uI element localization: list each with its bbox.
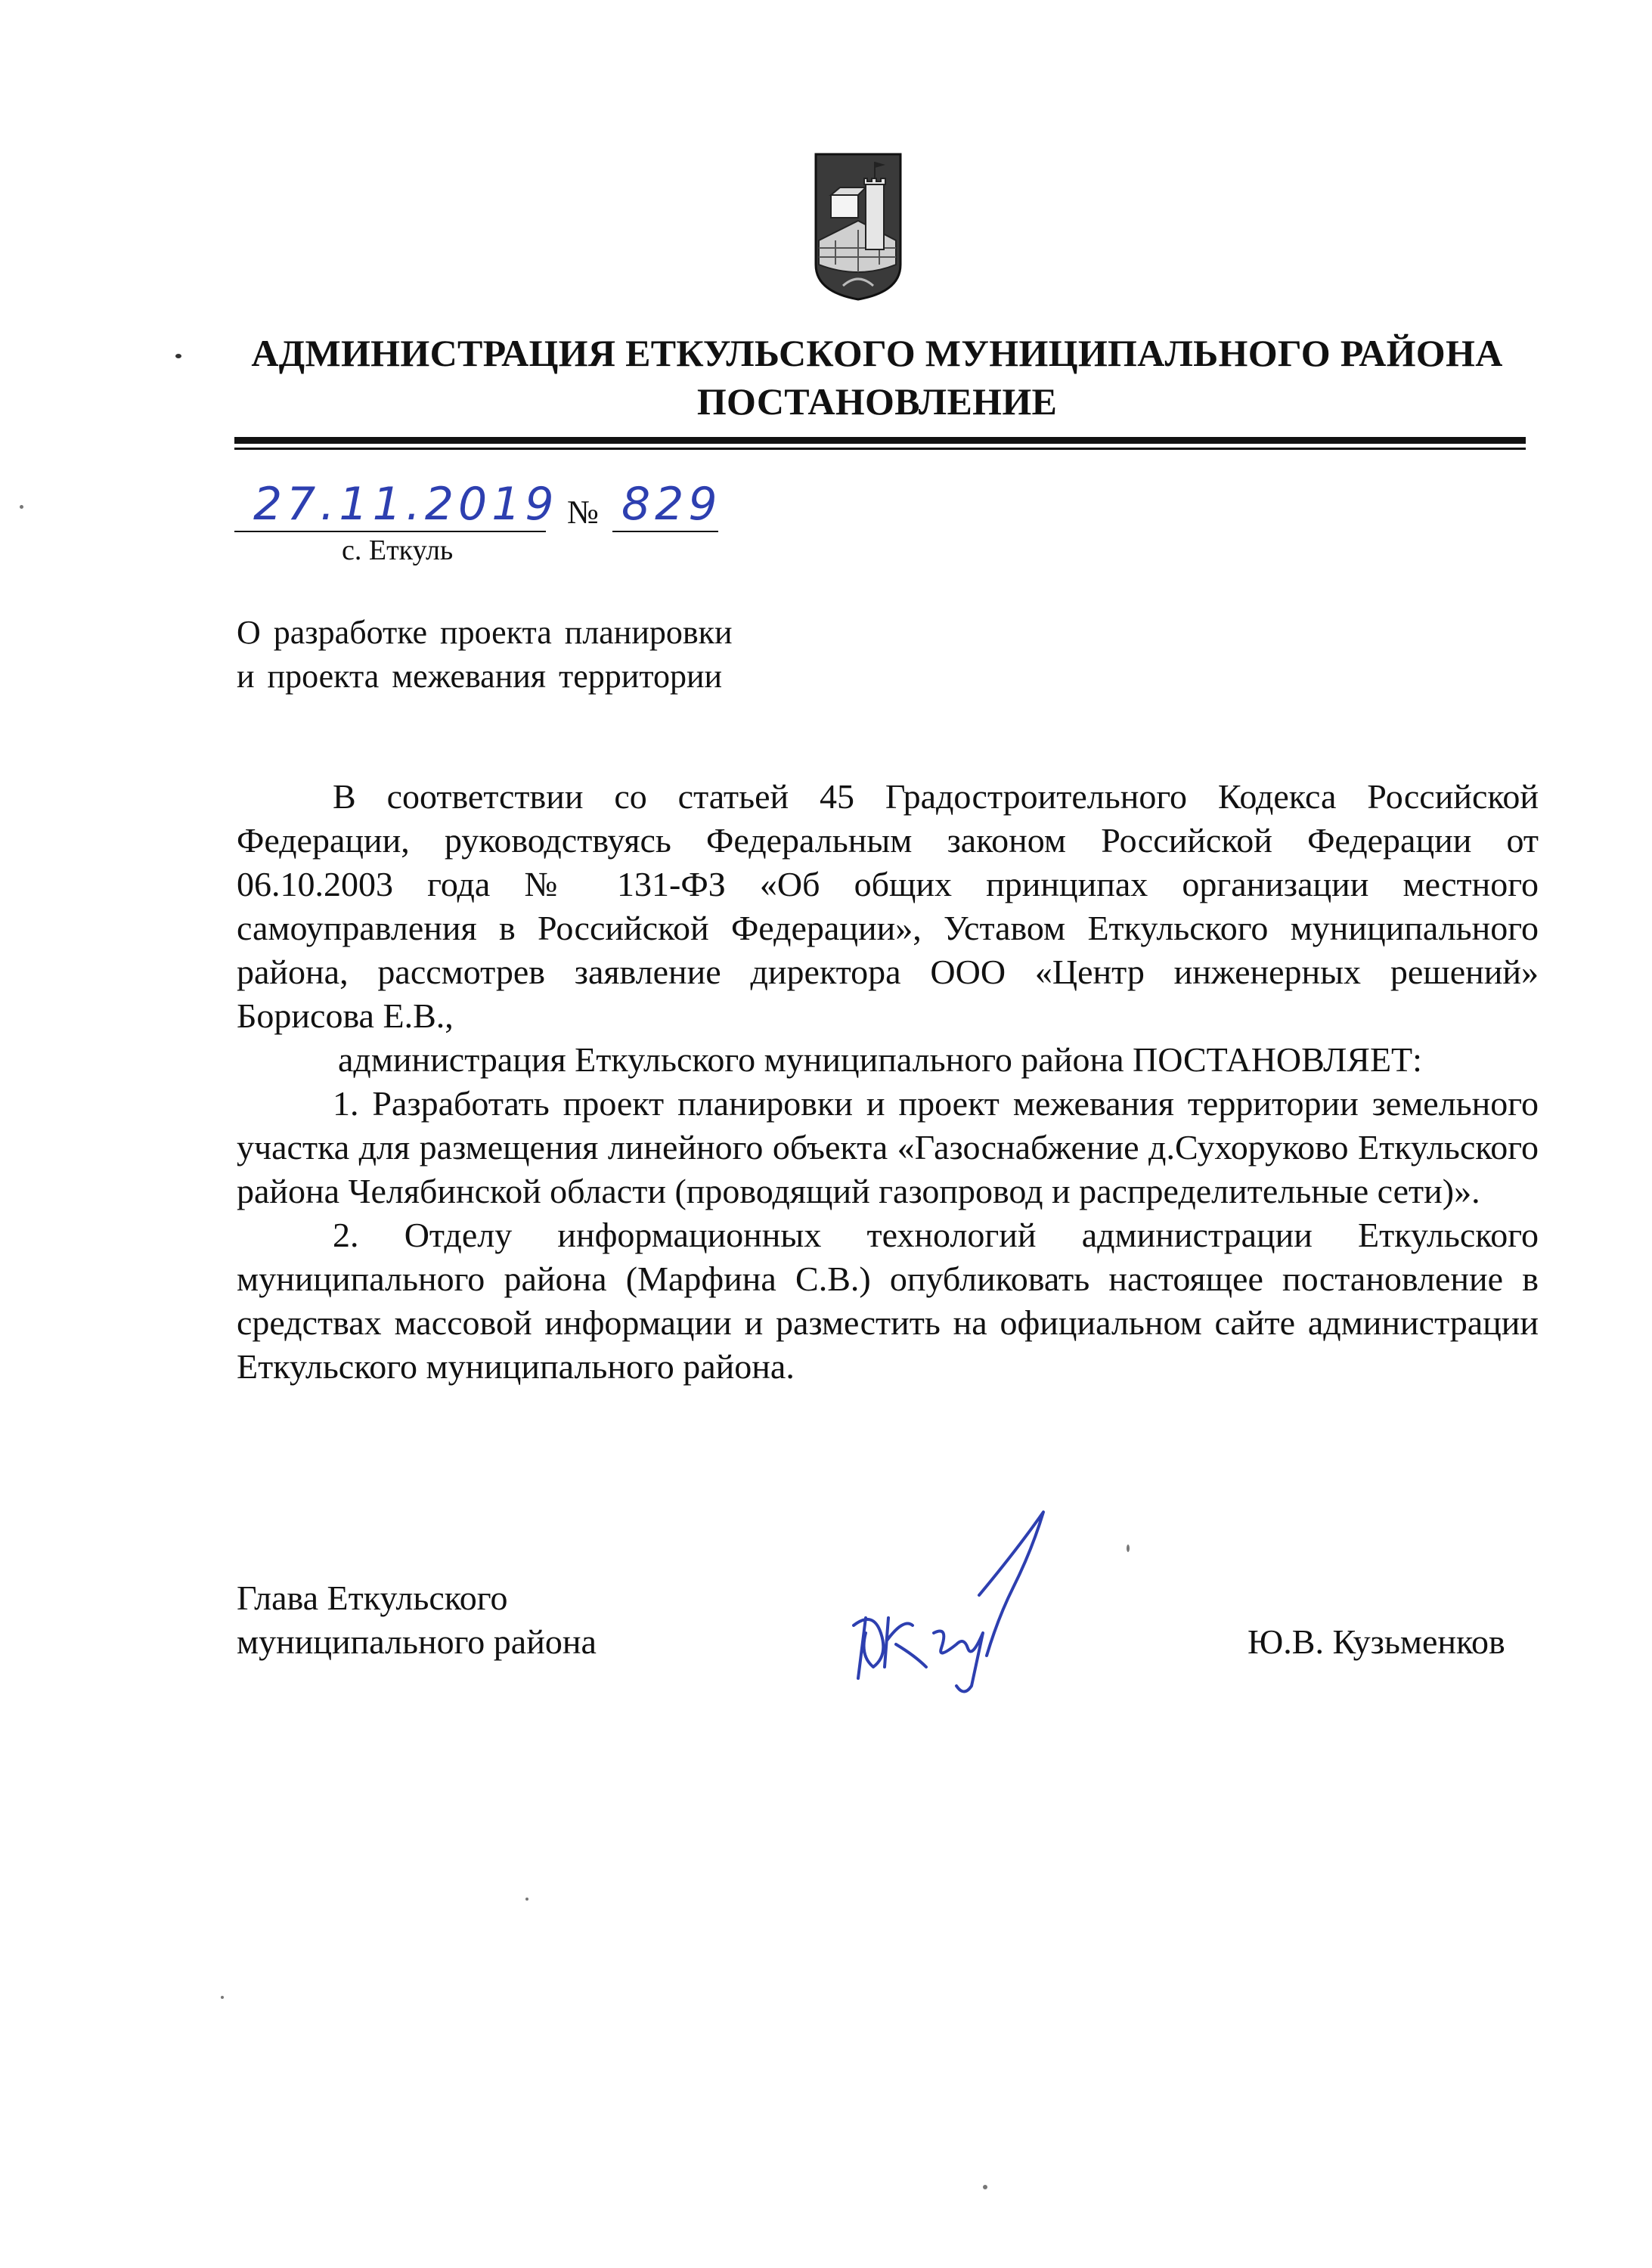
handwritten-signature xyxy=(843,1504,1070,1701)
resolution-item: 1. Разработать проект планировки и проект межевания территории земельного участка для размещения линейного объекта «Газоснабжение д.Сухоруково Еткульского района Челябинской области (проводящий газопровод и распределительные сети)». xyxy=(237,1084,1539,1210)
coat-of-arms-emblem xyxy=(813,151,903,301)
document-subject xyxy=(237,611,733,699)
signatory-name: Ю.В. Кузьменков xyxy=(1248,1622,1505,1661)
resolution-item: 2. Отделу информационных технологий администрации Еткульского муниципального района (Марфина С.В.) опубликовать настоящее постановление в средствах массовой информации и разместить на официальном сайте администрации Еткульского муниципального района. xyxy=(237,1216,1539,1386)
header-rule-thin xyxy=(234,448,1526,450)
number-sign: № xyxy=(567,494,599,531)
organization-title: АДМИНИСТРАЦИЯ ЕТКУЛЬСКОГО МУНИЦИПАЛЬНОГО РАЙОНА xyxy=(251,332,1503,374)
scan-speck xyxy=(175,354,181,358)
subject-line: и проекта межевания территории xyxy=(237,658,723,695)
scan-speck xyxy=(983,2185,987,2189)
signatory-title xyxy=(237,1576,597,1664)
scan-speck xyxy=(221,1996,224,1999)
number-handwritten: 829 xyxy=(621,478,722,531)
document-body xyxy=(237,775,1539,1389)
place-of-issue: с. Еткуль xyxy=(342,534,454,566)
signatory-title-line: Глава Еткульского xyxy=(237,1579,508,1617)
number-underline xyxy=(612,531,718,532)
scan-speck xyxy=(20,505,23,509)
date-underline xyxy=(234,531,546,532)
scan-speck xyxy=(525,1898,528,1901)
subject-line: О разработке проекта планировки xyxy=(237,614,733,651)
document-type: ПОСТАНОВЛЕНИЕ xyxy=(696,380,1058,423)
preamble-paragraph: В соответствии со статьей 45 Градостроительного Кодекса Российской Федерации, руководствуясь Федеральным законом Российской Федерации от 06.10.2003 года № 131-ФЗ «Об общих принципах организации местного самоуправления в Российской Федерации», Уставом Еткульского муниципального района, рассмотрев заявление директора ООО «Центр инженерных решений» Борисова Е.В., xyxy=(237,777,1539,1035)
signatory-title-line: муниципального района xyxy=(237,1622,597,1661)
date-handwritten: 27.11.2019 xyxy=(253,478,559,531)
header-rule-thick xyxy=(234,437,1526,444)
resolves-line: администрация Еткульского муниципального района ПОСТАНОВЛЯЕТ: xyxy=(338,1040,1422,1079)
scan-speck xyxy=(1127,1545,1130,1552)
